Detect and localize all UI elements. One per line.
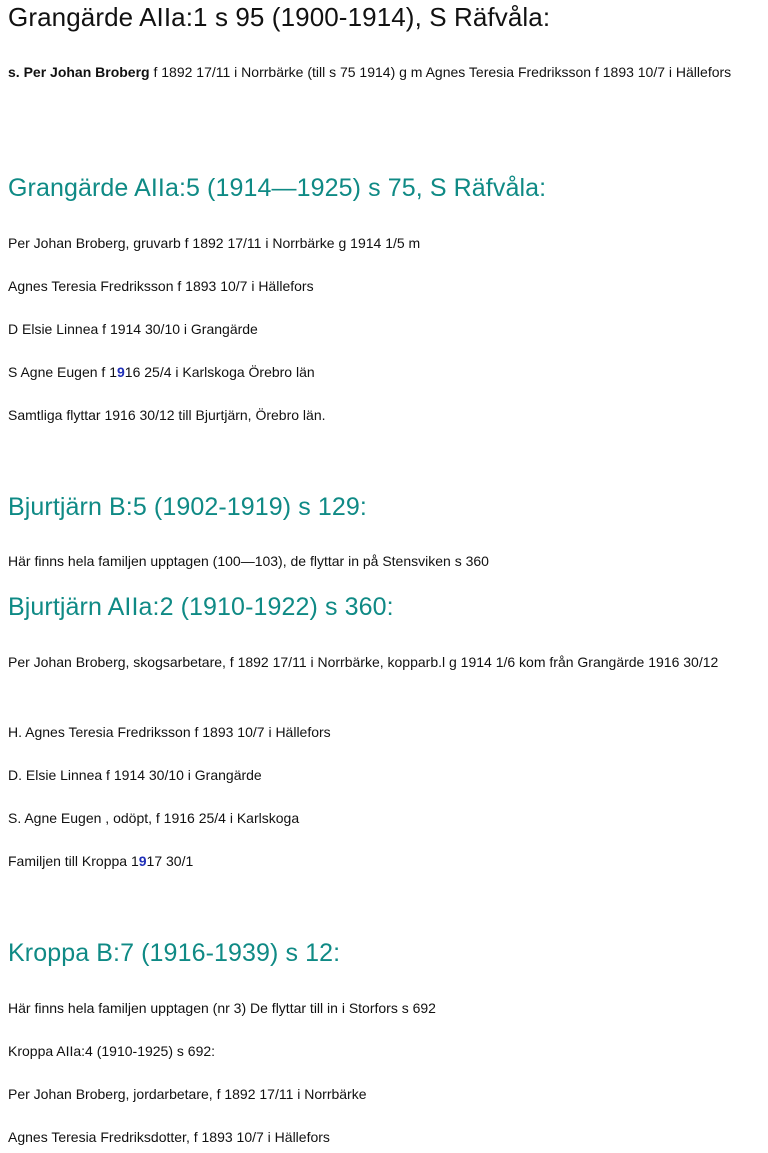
- entry-line: S. Agne Eugen , odöpt, f 1916 25/4 i Karlskoga: [8, 810, 300, 826]
- ink-correction: 9: [116, 364, 125, 380]
- section-title-grangarde-a5: Grangärde AIIa:5 (1914—1925) s 75, S Räfvåla:: [8, 174, 547, 202]
- entry-line: D Elsie Linnea f 1914 30/10 i Grangärde: [8, 321, 258, 337]
- entry-line: Kroppa AIIa:4 (1910-1925) s 692:: [8, 1043, 216, 1059]
- entry-details: f 1892 17/11 i Norrbärke (till s 75 1914) g m Agnes Teresia Fredriksson f 1893 10/7 i Hällefors: [149, 64, 732, 80]
- entry-line: Här finns hela familjen upptagen (nr 3) De flyttar till in i Storfors s 692: [8, 1000, 436, 1016]
- section-title-bjurtjarn-b5: Bjurtjärn B:5 (1902-1919) s 129:: [8, 493, 367, 521]
- entry-line-per-johan-bjurtjarn: Per Johan Broberg, skogsarbetare, f 1892 17/11 i Norrbärke, kopparb.l g 1914 1/6 kom från Grangärde 1916 30/12: [8, 654, 719, 670]
- entry-line-agne-eugen: [8, 361, 315, 383]
- text-segment: S Agne Eugen f 1: [8, 364, 117, 380]
- entry-line: Agnes Teresia Fredriksdotter, f 1893 10/7 i Hällefors: [8, 1129, 330, 1145]
- entry-line: Agnes Teresia Fredriksson f 1893 10/7 i Hällefors: [8, 278, 314, 294]
- text-segment: Familjen till Kroppa 1: [8, 853, 139, 869]
- section-title-grangarde-a1: Grangärde AIIa:1 s 95 (1900-1914), S Räfvåla:: [8, 2, 551, 32]
- section-title-bjurtjarn-a2: Bjurtjärn AIIa:2 (1910-1922) s 360:: [8, 593, 394, 621]
- entry-line: D. Elsie Linnea f 1914 30/10 i Grangärde: [8, 767, 262, 783]
- entry-line-family-kroppa: [8, 850, 193, 872]
- entry-line: Per Johan Broberg, gruvarb f 1892 17/11 i Norrbärke g 1914 1/5 m: [8, 235, 421, 251]
- entry-line: Per Johan Broberg, jordarbetare, f 1892 17/11 i Norrbärke: [8, 1086, 367, 1102]
- entry-line: Här finns hela familjen upptagen (100—103), de flyttar in på Stensviken s 360: [8, 553, 489, 569]
- text-segment: 17 30/1: [146, 853, 194, 869]
- ink-correction: 9: [138, 853, 147, 869]
- text-segment: 16 25/4 i Karlskoga Örebro län: [124, 364, 315, 380]
- entry-name: s. Per Johan Broberg: [8, 64, 150, 80]
- section-title-kroppa-b7: Kroppa B:7 (1916-1939) s 12:: [8, 939, 341, 967]
- entry-line-moves: Samtliga flyttar 1916 30/12 till Bjurtjärn, Örebro län.: [8, 407, 326, 423]
- entry-per-johan-broberg-a1: [8, 61, 758, 83]
- entry-line: H. Agnes Teresia Fredriksson f 1893 10/7 i Hällefors: [8, 724, 331, 740]
